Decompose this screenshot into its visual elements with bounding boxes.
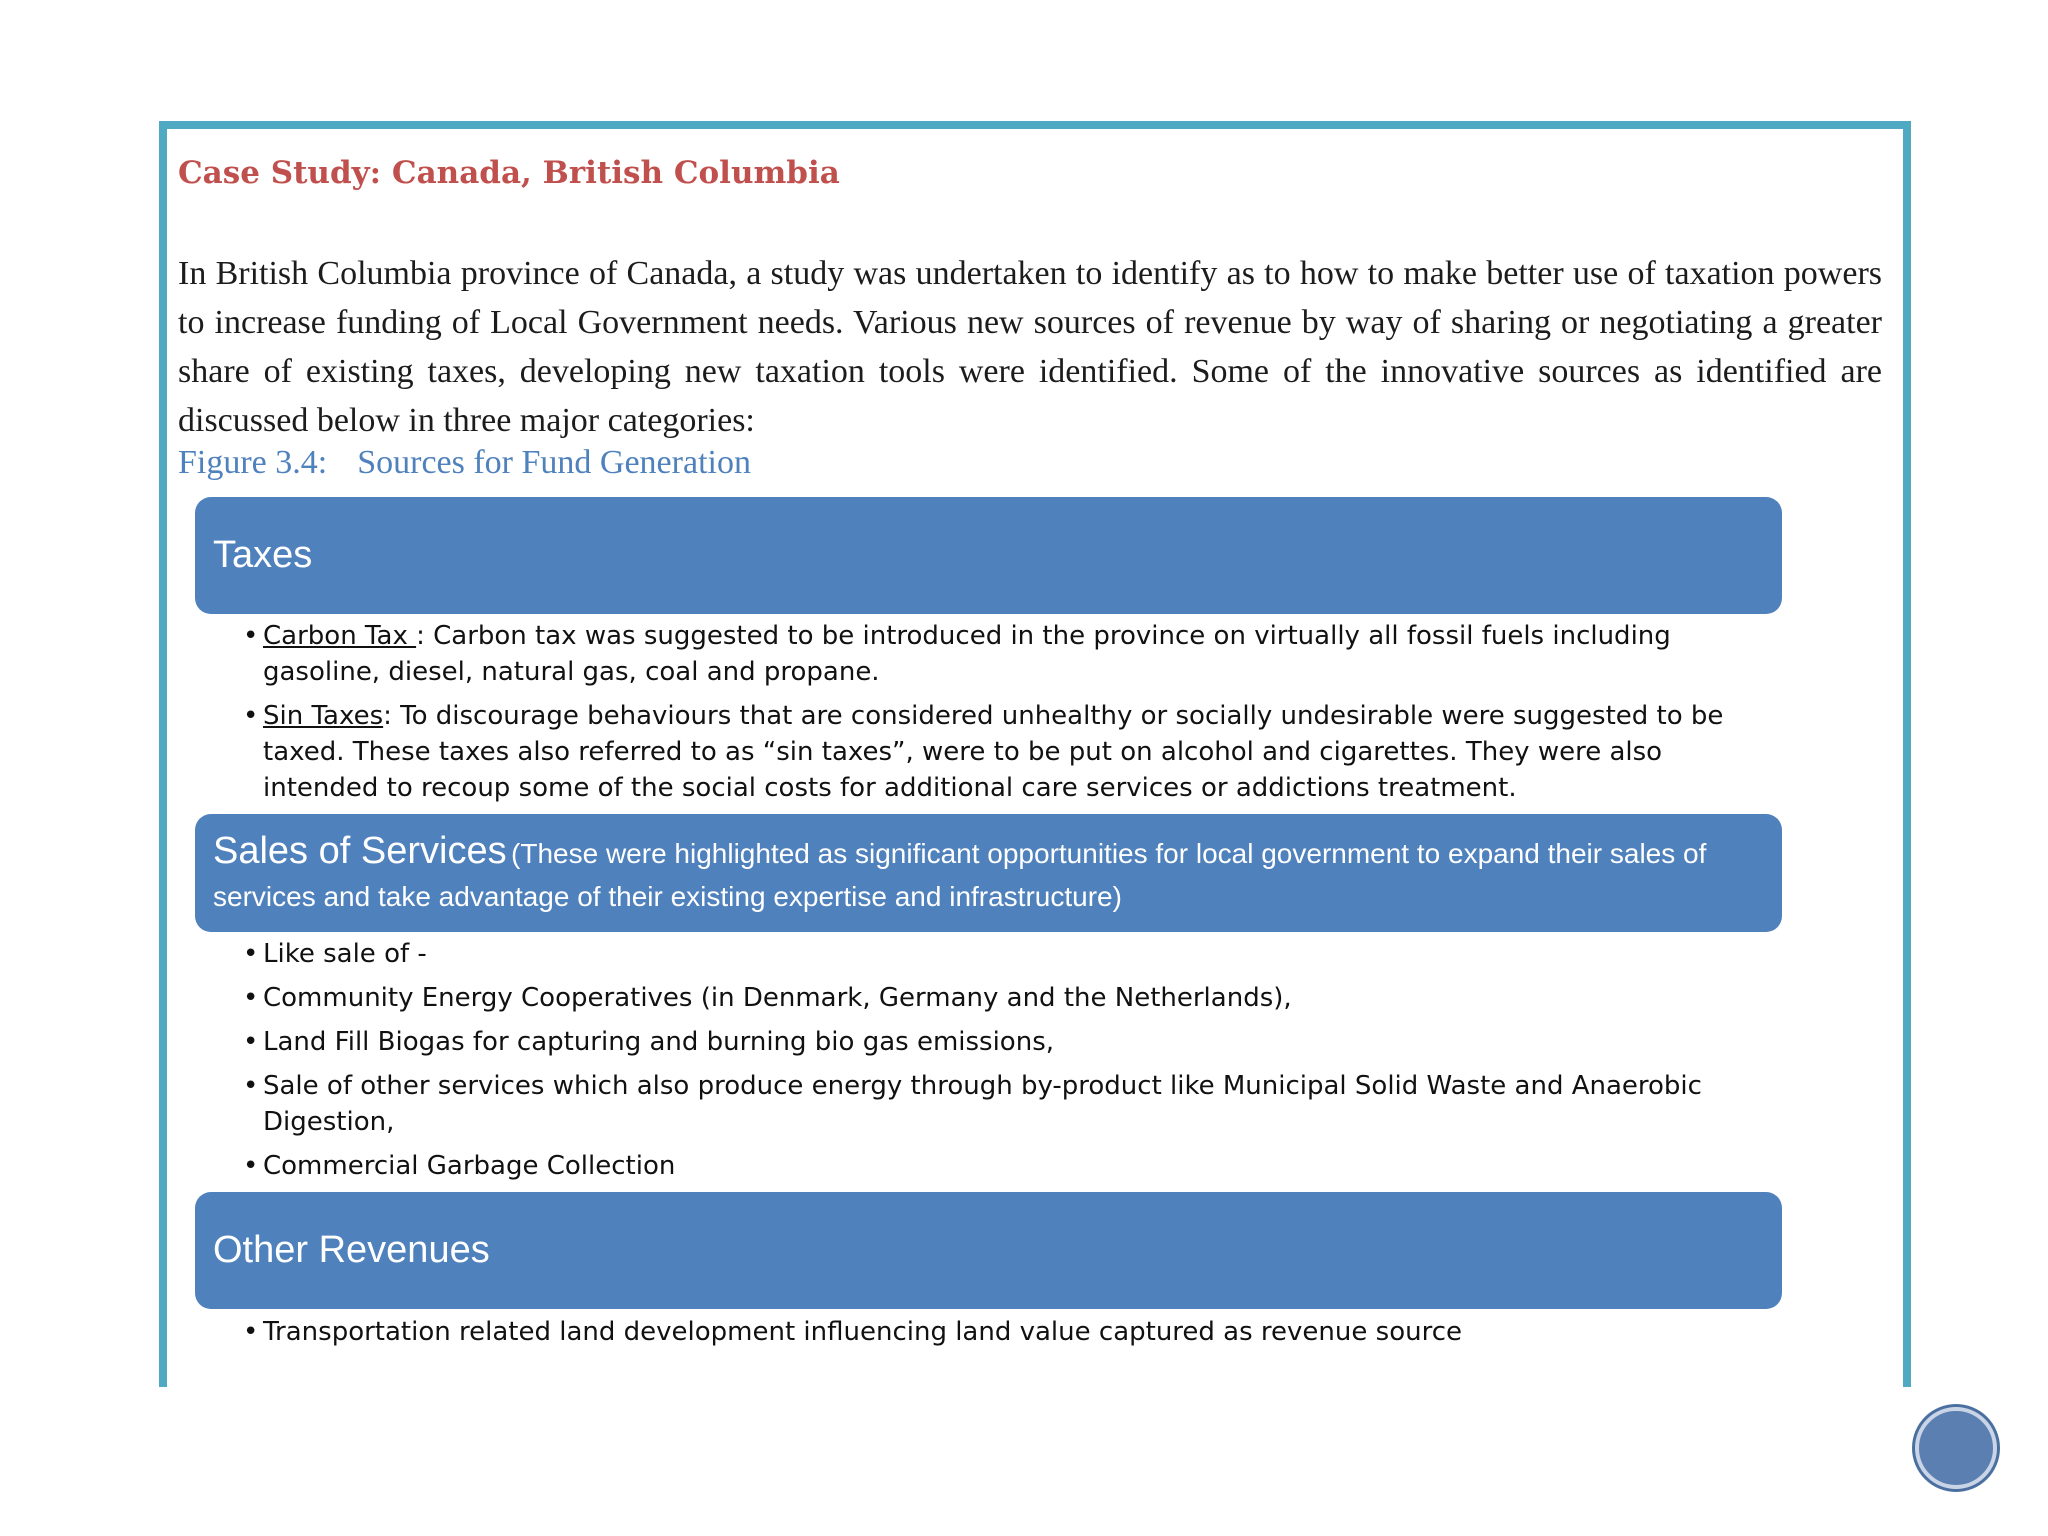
bullet-icon: •	[243, 939, 259, 969]
item-text: Like sale of -	[263, 939, 427, 969]
item-text: Transportation related land development influencing land value captured as revenue source	[263, 1317, 1462, 1347]
intro-paragraph: In British Columbia province of Canada, a study was undertaken to identify as to how to make better use of taxation powers to increase funding of Local Government needs. Various new sources of revenue by way of sharing or negotiating a greater share of existing taxes, developing new taxation tools were identified. Some of the innovative sources as identified are discussed below in three major categories:	[178, 255, 1882, 439]
circle-nav-icon[interactable]	[1915, 1407, 1997, 1489]
list-item	[243, 698, 1773, 806]
category-title-sales: Sales of Services	[213, 830, 507, 872]
item-text: : Carbon tax was suggested to be introduced in the province on virtually all fossil fuels including gasoline, diesel, natural gas, coal and propane.	[263, 621, 1671, 687]
list-item	[243, 1068, 1773, 1140]
bullet-icon: •	[243, 983, 259, 1013]
item-text: Community Energy Cooperatives (in Denmark, Germany and the Netherlands),	[263, 983, 1292, 1013]
category-title-other: Other Revenues	[213, 1229, 490, 1271]
list-item	[243, 980, 1773, 1016]
category-note-sales: (These were highlighted as significant opportunities for local government to expand their sales of services and take advantage of their existing expertise and infrastructure)	[213, 838, 1707, 912]
bullet-icon: •	[243, 1317, 259, 1347]
bullet-icon: •	[243, 621, 259, 651]
other-list	[243, 1314, 1773, 1358]
bullet-icon: •	[243, 701, 259, 731]
list-item	[243, 1148, 1773, 1184]
item-term: Carbon Tax	[263, 621, 417, 651]
figure-title: Sources for Fund Generation	[357, 444, 751, 481]
item-text: Land Fill Biogas for capturing and burning bio gas emissions,	[263, 1027, 1055, 1057]
list-item	[243, 936, 1773, 972]
taxes-list	[243, 618, 1773, 814]
bullet-icon: •	[243, 1071, 259, 1101]
list-item	[243, 1314, 1773, 1350]
category-title-taxes: Taxes	[213, 534, 313, 576]
category-header-other	[195, 1192, 1782, 1309]
bullet-icon: •	[243, 1151, 259, 1181]
item-text: Commercial Garbage Collection	[263, 1151, 676, 1181]
sales-list	[243, 936, 1773, 1192]
figure-label: Figure 3.4:	[178, 444, 328, 481]
case-study-title: Case Study: Canada, British Columbia	[178, 155, 840, 191]
category-header-sales	[195, 814, 1782, 932]
list-item	[243, 1024, 1773, 1060]
figure-caption	[178, 444, 751, 482]
item-term: Sin Taxes	[263, 701, 384, 731]
item-text: : To discourage behaviours that are considered unhealthy or socially undesirable were suggested to be taxed. These taxes also referred to as “sin taxes”, were to be put on alcohol and cigarettes. They were also intended to recoup some of the social costs for additional care services or addictions treatment.	[263, 701, 1724, 803]
list-item	[243, 618, 1773, 690]
item-text: Sale of other services which also produce energy through by-product like Municipal Solid Waste and Anaerobic Digestion,	[263, 1071, 1702, 1137]
category-header-taxes	[195, 497, 1782, 614]
bullet-icon: •	[243, 1027, 259, 1057]
